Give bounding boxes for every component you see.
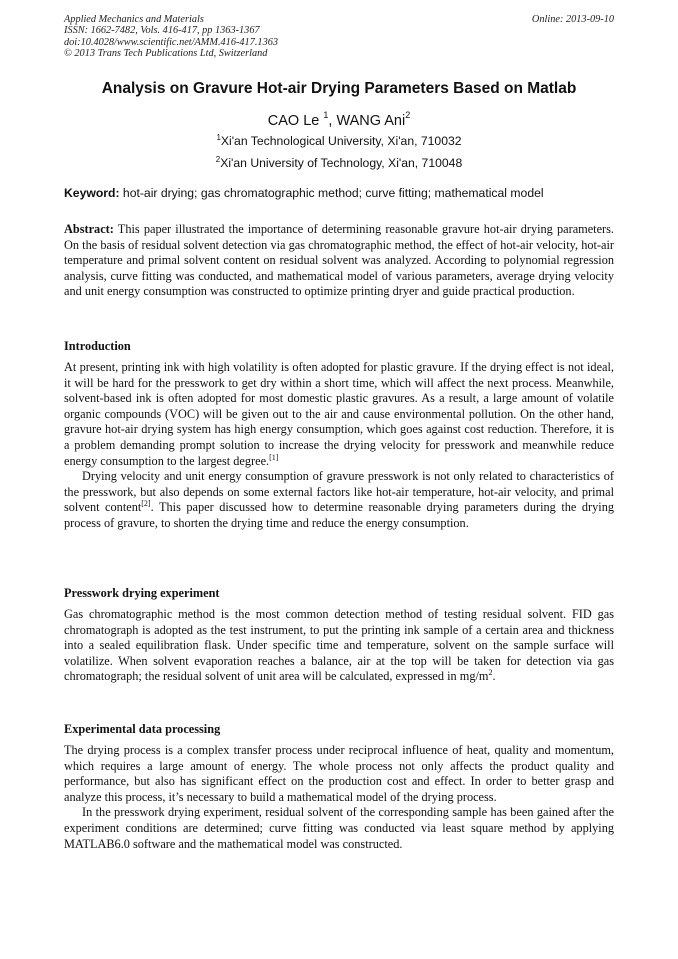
unit-superscript: 2 bbox=[488, 668, 493, 678]
author-line bbox=[0, 106, 678, 130]
processing-paragraph-1: The drying process is a complex transfer process under reciprocal influence of heat, quality and momentum, which requires a large amount of energy. The whole process not only affects the product quality and performance, but also has significant effect on the production cost and effect. In order to better grasp and analyze this process, it’s necessary to build a mathematical model of the drying process. bbox=[64, 743, 614, 804]
citation-1: [1] bbox=[269, 452, 279, 462]
abstract bbox=[64, 222, 614, 300]
affiliation-2-mark: 2 bbox=[215, 155, 221, 164]
journal-doi: doi:10.4028/www.scientific.net/AMM.416-417.1363 bbox=[64, 36, 279, 48]
processing-paragraph-2: In the presswork drying experiment, residual solvent of the corresponding sample has been gained after the experiment conditions are determined; curve fitting was conducted via least square method by applying MATLAB6.0 software and the mathematical model was constructed. bbox=[64, 805, 614, 851]
section-heading-presswork: Presswork drying experiment bbox=[64, 586, 220, 600]
affiliation-2 bbox=[0, 152, 678, 171]
section-heading-data-processing: Experimental data processing bbox=[64, 722, 221, 736]
intro-paragraph-2 bbox=[64, 469, 614, 531]
author-2: WANG Ani bbox=[336, 113, 406, 129]
keywords bbox=[64, 186, 614, 201]
keywords-label: Keyword: bbox=[64, 186, 120, 200]
author-1-affil-mark: 1 bbox=[323, 110, 329, 120]
intro-paragraph-1 bbox=[64, 360, 614, 469]
abstract-text: This paper illustrated the importance of determining reasonable gravure hot-air drying parameters. On the basis of residual solvent detection via gas chromatographic method, the effect of hot-air velocity, hot-air temperature and primal solvent content on residual solvent was analyzed. According to polynomial regression analysis, curve fitting was conducted, and mathematical model of various parameters, average drying velocity and unit energy consumption was constructed to optimize printing dryer and guide practical production. bbox=[64, 222, 614, 299]
introduction-body bbox=[64, 360, 614, 532]
section-heading-introduction: Introduction bbox=[64, 339, 131, 353]
presswork-p1-end: . bbox=[492, 669, 496, 684]
affiliation-2-text: Xi'an University of Technology, Xi'an, 710048 bbox=[220, 156, 463, 170]
intro-p2b-text: . This paper discussed how to determine reasonable drying parameters during the drying process of gravure, to shorten the drying time and reduce the energy consumption. bbox=[64, 500, 614, 530]
author-2-affil-mark: 2 bbox=[405, 110, 411, 120]
citation-2: [2] bbox=[141, 499, 151, 509]
author-1: CAO Le bbox=[267, 113, 320, 129]
online-date: Online: 2013-09-10 bbox=[531, 14, 614, 25]
presswork-paragraph-1 bbox=[64, 607, 614, 685]
affiliation-1-mark: 1 bbox=[216, 133, 221, 142]
author-separator: , bbox=[328, 113, 337, 129]
intro-p1-text: At present, printing ink with high volatility is often adopted for plastic gravure. If the drying effect is not ideal, it will be hard for the presswork to get dry within a short time, which will affect the next process. Meanwhile, solvent-based ink is often adopted for most domestic plastic gravures. As a result, a large amount of volatile organic compounds (VOC) will be given out to the air and cause environmental pollution. On the other hand, gravure hot-air drying system has high energy consumption, which goes against cost reduction. Therefore, it is a problem demanding prompt solution to increase the drying velocity for presswork and meanwhile reduce energy consumption to the largest degree. bbox=[64, 360, 614, 468]
presswork-body bbox=[64, 607, 614, 685]
keywords-text: hot-air drying; gas chromatographic method; curve fitting; mathematical model bbox=[119, 186, 544, 200]
presswork-p1-text: Gas chromatographic method is the most common detection method of testing residual solvent. FID gas chromatograph is adopted as the test instrument, to put the printing ink sample of a certain area and thickness into a sealed equilibration flask. Under specific time and temperature, solvent on the sample surface will volatilize. When solvent evaporation reaches a balance, air at the top will be taken for detection via gas chromatograph; the residual solvent of unit area will be calculated, expressed in mg/m bbox=[64, 607, 614, 684]
journal-copyright: © 2013 Trans Tech Publications Ltd, Switzerland bbox=[64, 48, 268, 60]
journal-header bbox=[64, 14, 278, 60]
intro-p2a-text: Drying velocity and unit energy consumption of gravure presswork is not only related to characteristics of the presswork, but also depends on some external factors like hot-air temperature, hot-air velocity, and primal solvent content bbox=[64, 469, 614, 515]
affiliation-1-text: Xi'an Technological University, Xi'an, 710032 bbox=[220, 134, 462, 148]
paper-title: Analysis on Gravure Hot-air Drying Parameters Based on Matlab bbox=[101, 80, 577, 97]
journal-name: Applied Mechanics and Materials bbox=[64, 14, 204, 25]
affiliation-1 bbox=[0, 130, 678, 149]
journal-issn: ISSN: 1662-7482, Vols. 416-417, pp 1363-1367 bbox=[64, 25, 260, 37]
processing-body bbox=[64, 743, 614, 852]
abstract-label: Abstract: bbox=[64, 222, 114, 236]
